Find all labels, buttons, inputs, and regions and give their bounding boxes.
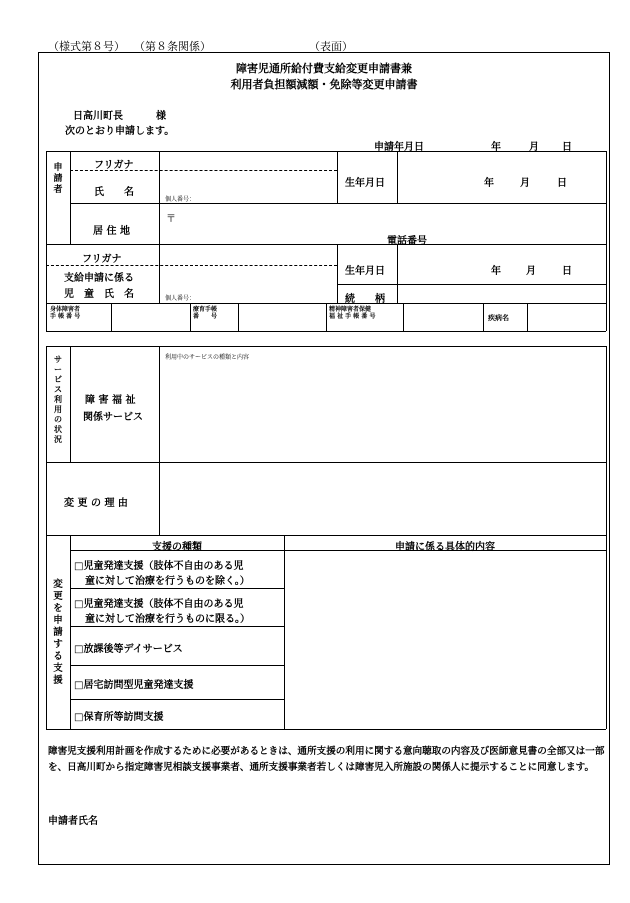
table-line <box>326 303 327 331</box>
table-line <box>46 346 47 535</box>
table-line <box>397 151 398 203</box>
service-section-text: サービス利用の状況 <box>54 355 62 444</box>
table-line <box>46 462 606 463</box>
table-line <box>46 346 606 347</box>
applicant-dob-day: 日 <box>557 178 567 189</box>
physical-handbook-line2: 手 帳 番 号 <box>50 313 81 320</box>
application-day: 日 <box>562 142 572 153</box>
reason-label: 変 更 の 理 由 <box>64 498 128 509</box>
applicant-dob-month: 月 <box>520 178 530 189</box>
service-label-line1: 障 害 福 祉 <box>85 395 136 406</box>
table-line <box>70 346 71 462</box>
applicant-address-label: 居 住 地 <box>93 226 130 237</box>
table-line <box>606 535 607 729</box>
phone-label: 電話番号 <box>387 236 427 247</box>
child-furigana-label: フリガナ <box>82 254 122 265</box>
mental-handbook-line1: 精神障害者保健 <box>329 306 372 313</box>
disease-label: 疾病名 <box>488 314 509 322</box>
table-line <box>70 203 606 204</box>
table-line <box>337 151 338 203</box>
table-line <box>238 303 239 331</box>
table-line <box>337 284 606 285</box>
support-item-5: □保育所等訪問支援 <box>74 712 164 723</box>
support-content-header: 申請に係る具体的内容 <box>395 542 495 553</box>
table-line <box>159 151 160 303</box>
table-line <box>403 303 404 331</box>
table-line <box>46 151 606 152</box>
child-personal-number-label: 個人番号： <box>165 295 196 302</box>
table-line <box>46 535 47 729</box>
table-line <box>70 665 284 666</box>
table-dashed-line <box>46 265 337 266</box>
table-line <box>46 151 47 331</box>
service-section-label <box>53 355 63 445</box>
table-line <box>46 729 606 730</box>
addressee-sama: 様 <box>156 111 166 122</box>
table-line <box>70 550 606 551</box>
applicant-dob-label: 生年月日 <box>345 178 385 189</box>
application-date-label: 申請年月日 <box>374 142 424 153</box>
table-line <box>111 303 112 331</box>
application-month: 月 <box>529 142 539 153</box>
applicant-personal-number-label: 個人番号： <box>165 196 196 203</box>
application-year: 年 <box>491 142 501 153</box>
applicant-dob-year: 年 <box>484 178 494 189</box>
article-reference: （第８条関係） <box>134 40 211 53</box>
support-item-1-line1: □児童発達支援（肢体不自由のある児 <box>74 561 244 572</box>
agreement-text: 障害児支援利用計画を作成するために必要があるときは、通所支援の利用に関する意向聴取の内容及び医師意見書の全部又は一部を、日高川町から指定障害児相談支援事業者、通所支援事業者若しくは障害児入所施設の関係人に提示することに同意します。 <box>48 746 605 773</box>
table-line <box>483 303 484 331</box>
applicant-name-label: 氏 名 <box>94 187 134 198</box>
table-line <box>70 588 284 589</box>
table-line <box>46 244 606 245</box>
table-line <box>527 303 528 331</box>
table-line <box>397 244 398 303</box>
child-dob-month: 月 <box>526 266 536 277</box>
form-title-line2: 利用者負担額減額・免除等変更申請書 <box>230 78 418 91</box>
intro-text: 次のとおり申請します。 <box>65 126 175 137</box>
form-title-line1: 障害児通所給付費支給変更申請書兼 <box>236 62 412 75</box>
service-label-line2: 関係サービス <box>83 412 143 423</box>
ryoiku-handbook-line1: 療育手帳 <box>193 306 218 313</box>
applicant-furigana-label: フリガナ <box>94 160 134 171</box>
table-line <box>159 346 160 535</box>
support-section-label <box>53 579 63 687</box>
form-number: （様式第８号） <box>48 40 125 53</box>
support-item-2-line2: 童に対して治療を行うものに限る。） <box>85 614 250 625</box>
table-line <box>70 626 284 627</box>
child-relation-label: 続 柄 <box>345 294 385 305</box>
table-line <box>70 699 284 700</box>
signature-label: 申請者氏名 <box>48 816 98 827</box>
table-line <box>284 535 285 729</box>
support-item-1-line2: 童に対して治療を行うものを除く。） <box>85 576 250 587</box>
support-section-text: 変更を申請する支援 <box>53 579 63 686</box>
table-line <box>606 346 607 535</box>
table-line <box>190 303 191 331</box>
ryoiku-handbook-label <box>193 306 217 320</box>
mental-handbook-line2: 福 祉 手 帳 番 号 <box>329 313 376 320</box>
table-line <box>70 151 71 244</box>
child-dob-day: 日 <box>562 266 572 277</box>
applicant-section-text: 申請者 <box>53 163 63 195</box>
child-label-line2: 児 童 氏 名 <box>64 289 134 300</box>
support-item-2-line1: □児童発達支援（肢体不自由のある児 <box>74 599 244 610</box>
child-dob-label: 生年月日 <box>345 266 385 277</box>
table-line <box>606 151 607 331</box>
side-label: （表面） <box>309 40 353 53</box>
child-dob-year: 年 <box>491 266 501 277</box>
physical-handbook-label <box>50 306 80 320</box>
support-item-4: □居宅訪問型児童発達支援 <box>74 680 194 691</box>
postal-mark: 〒 <box>166 214 176 225</box>
child-label-line1: 支給申請に係る <box>64 273 134 284</box>
service-content-label: 利用中のサービスの種類と内容 <box>165 354 250 361</box>
physical-handbook-line1: 身体障害者 <box>50 306 81 313</box>
table-line <box>337 244 338 303</box>
table-line <box>46 535 606 536</box>
ryoiku-handbook-line2: 番 号 <box>193 313 218 320</box>
addressee-mayor: 日高川町長 <box>73 111 123 122</box>
support-type-header: 支援の種類 <box>152 542 202 553</box>
table-line <box>46 331 606 332</box>
applicant-section-label <box>53 163 63 196</box>
support-item-3: □放課後等デイサービス <box>74 644 183 655</box>
mental-handbook-label <box>329 306 375 320</box>
